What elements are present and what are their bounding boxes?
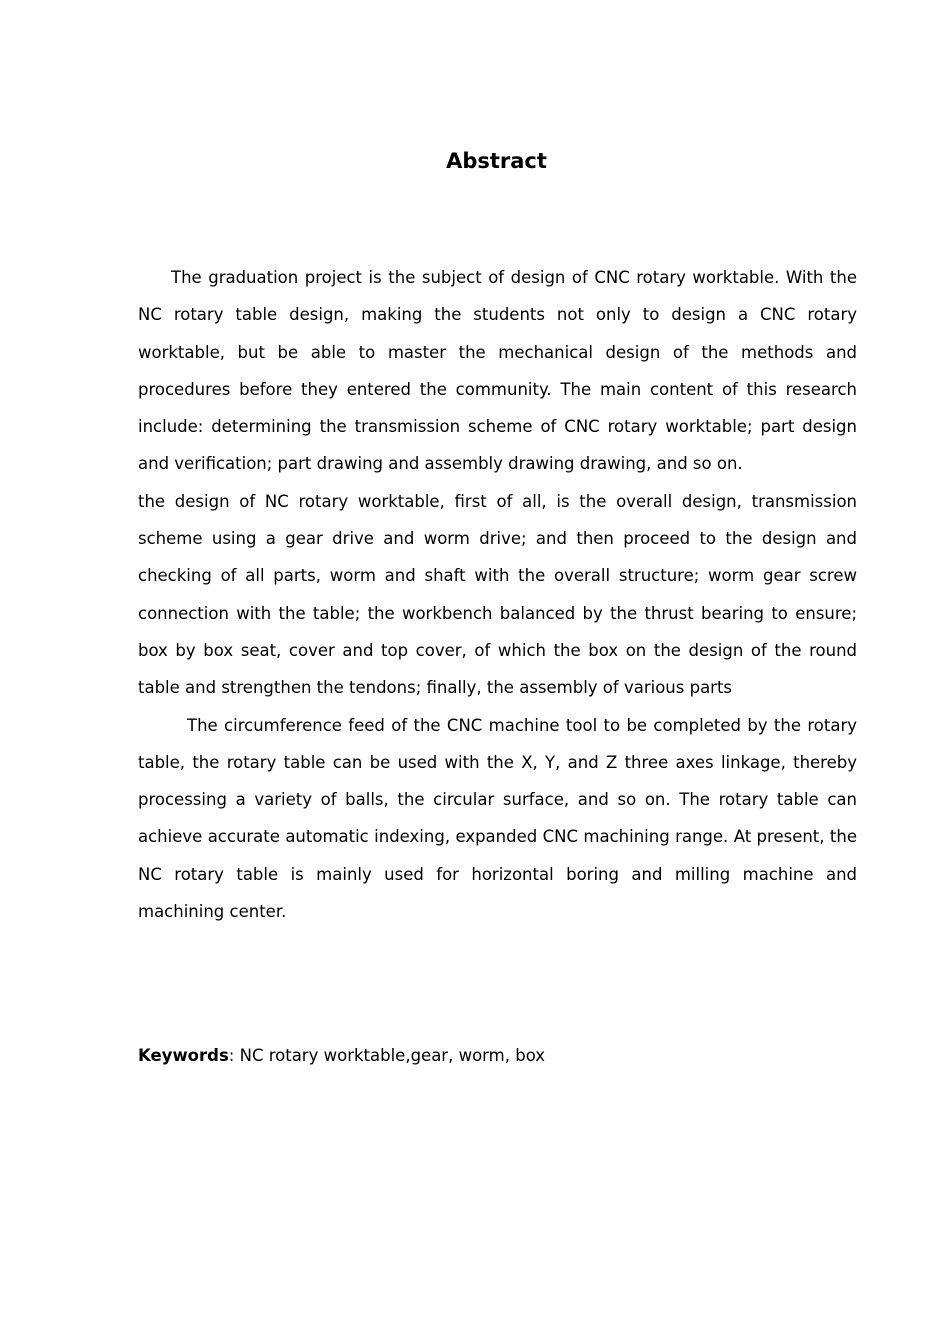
page-title: Abstract <box>446 149 547 173</box>
abstract-paragraph-1: The graduation project is the subject of design of CNC rotary worktable. With the NC rotary table design, making the students not only to design a CNC rotary worktable, but be able to master the mechanical design of the methods and procedures before they entered the community. The main content of this research include: determining the transmission scheme of CNC rotary worktable; part design and verification; part drawing and assembly drawing drawing, and so on. <box>138 268 857 474</box>
abstract-paragraph-3: The circumference feed of the CNC machine tool to be completed by the rotary table, the rotary table can be used with the X, Y, and Z three axes linkage, thereby processing a variety of balls, the circular surface, and so on. The rotary table can achieve accurate automatic indexing, expanded CNC machining range. At present, the NC rotary table is mainly used for horizontal boring and milling machine and machining center. <box>138 715 857 922</box>
keywords-label: Keywords <box>138 1046 229 1065</box>
keywords-line <box>138 1039 857 1073</box>
keywords-text: : NC rotary worktable,gear, worm, box <box>228 1046 546 1065</box>
abstract-body <box>138 259 857 930</box>
abstract-paragraph-2: the design of NC rotary worktable, first of all, is the overall design, transmission scheme using a gear drive and worm drive; and then proceed to the design and checking of all parts, worm and shaft with the overall structure; worm gear screw connection with the table; the workbench balanced by the thrust bearing to ensure; box by box seat, cover and top cover, of which the box on the design of the round table and strengthen the tendons; finally, the assembly of various parts <box>138 491 857 698</box>
